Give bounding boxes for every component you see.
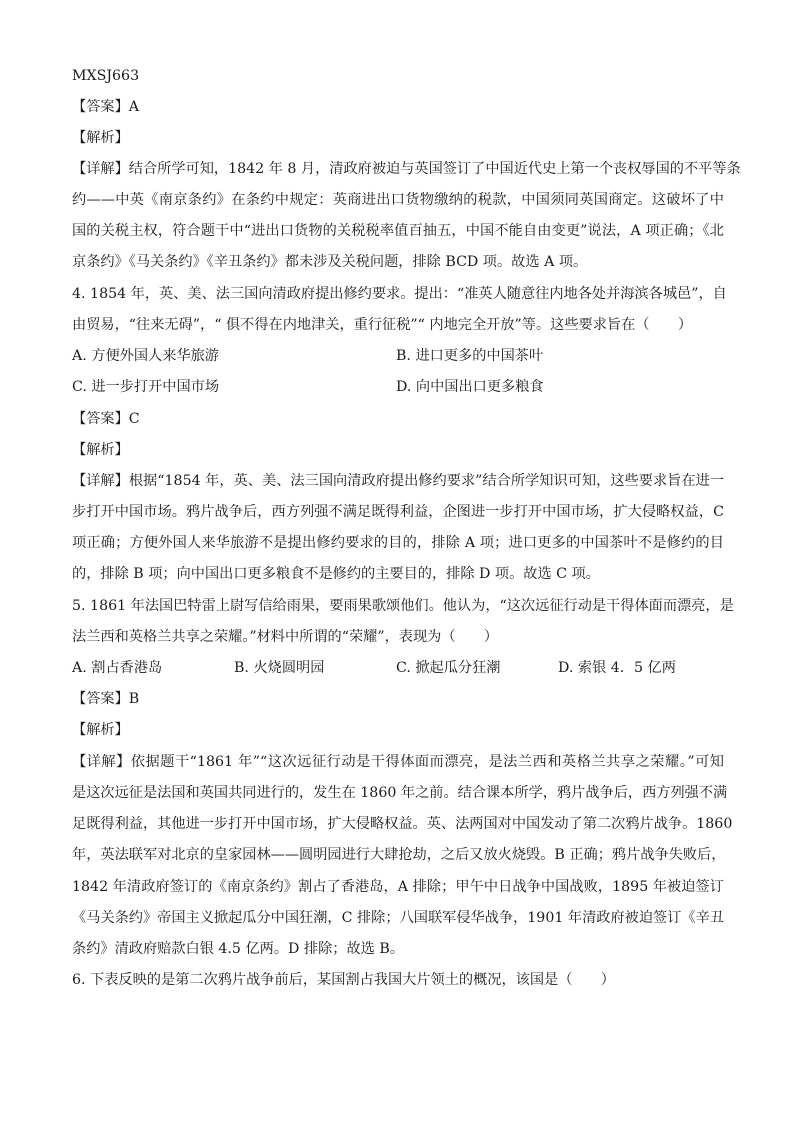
q5-stem-line: 法兰西和英格兰共享之荣耀。”材料中所谓的“荣耀”，表现为（ ） — [72, 629, 499, 645]
q5-stem-line: 5. 1861 年法国巴特雷上尉写信给雨果，要雨果歌颂他们。他认为，“这次远征行动是干得体面而漂亮，是 — [72, 598, 734, 614]
q4-detail-line: 项正确；方便外国人来华旅游不是提出修约要求的目的，排除 A 项；进口更多的中国茶叶不是修约的目 — [72, 535, 724, 551]
q4-stem-line: 由贸易，“往来无碍”，“ 俱不得在内地津关，重行征税”“ 内地完全开放”等。这些要求旨在（ ） — [72, 317, 693, 333]
q4-analysis-label: 【解析】 — [72, 442, 129, 458]
q4-option-a: A. 方便外国人来华旅游 — [72, 348, 219, 364]
q5-option-a: A. 割占香港岛 — [72, 660, 163, 676]
q4-option-c: C. 进一步打开中国市场 — [72, 379, 220, 395]
q5-detail-line: 是这次远征是法国和英国共同进行的，发生在 1860 年之前。结合课本所学，鸦片战争后，西方列强不满 — [72, 785, 728, 801]
q3-detail-line: 【详解】结合所学可知，1842 年 8 月，清政府被迫与英国签订了中国近代史上第一个丧权辱国的不平等条 — [72, 161, 741, 177]
q3-detail-line: 国的关税主权，符合题干中“进出口货物的关税税率值百抽五，中国不能自由变更”说法，A 项正确；《北 — [72, 223, 724, 239]
q5-option-b: B. 火烧圆明园 — [234, 660, 325, 676]
header-code: MXSJ663 — [72, 68, 140, 84]
q4-detail-line: 步打开中国市场。鸦片战争后，西方列强不满足既得利益，企图进一步打开中国市场，扩大侵略权益，C — [72, 504, 724, 520]
q5-detail-line: 【详解】依据题干“1861 年”“这次远征行动是干得体面而漂亮，是法兰西和英格兰共享之荣耀。”可知 — [72, 754, 724, 770]
q5-analysis-label: 【解析】 — [72, 722, 129, 738]
q5-detail-line: 年，英法联军对北京的皇家园林——圆明园进行大肆抢劫，之后又放火烧毁。B 正确；鸦片战争失败后， — [72, 847, 726, 863]
q6-stem-line: 6. 下表反映的是第二次鸦片战争前后，某国割占我国大片领土的概况，该国是（ ） — [72, 972, 615, 988]
q4-detail-line: 的，排除 B 项；向中国出口更多粮食不是修约的主要目的，排除 D 项。故选 C 项。 — [72, 566, 600, 582]
q5-detail-line: 条约》清政府赔款白银 4.5 亿两。D 排除；故选 B。 — [72, 941, 404, 957]
q5-option-d: D. 索银 4．5 亿两 — [558, 660, 676, 676]
q4-answer: 【答案】C — [72, 411, 140, 427]
q3-detail-line: 京条约》《马关条约》《辛丑条约》都未涉及关税问题，排除 BCD 项。故选 A 项。 — [72, 254, 588, 270]
q4-stem-line: 4. 1854 年，英、美、法三国向清政府提出修约要求。提出：“准英人随意往内地各处并海滨各城邑”，自 — [72, 286, 727, 302]
q5-detail-line: 足既得利益，其他进一步打开中国市场，扩大侵略权益。英、法两国对中国发动了第二次鸦片战争。1860 — [72, 816, 733, 832]
q5-option-c: C. 掀起瓜分狂潮 — [396, 660, 501, 676]
q5-detail-line: 《马关条约》帝国主义掀起瓜分中国狂潮，C 排除；八国联军侵华战争，1901 年清政府被迫签订《辛丑 — [72, 910, 724, 926]
q4-option-b: B. 进口更多的中国茶叶 — [396, 348, 544, 364]
q3-detail-line: 约——中英《南京条约》在条约中规定：英商进出口货物缴纳的税款，中国须同英国商定。这破坏了中 — [72, 192, 724, 208]
q4-option-d: D. 向中国出口更多粮食 — [396, 379, 544, 395]
q3-answer: 【答案】A — [72, 99, 139, 115]
q5-answer: 【答案】B — [72, 691, 140, 707]
q3-analysis-label: 【解析】 — [72, 130, 129, 146]
q4-detail-line: 【详解】根据“1854 年，英、美、法三国向清政府提出修约要求”结合所学知识可知，这些要求旨在进一 — [72, 473, 724, 489]
q5-detail-line: 1842 年清政府签订的《南京条约》割占了香港岛，A 排除；甲午中日战争中国战败，1895 年被迫签订 — [72, 879, 724, 895]
